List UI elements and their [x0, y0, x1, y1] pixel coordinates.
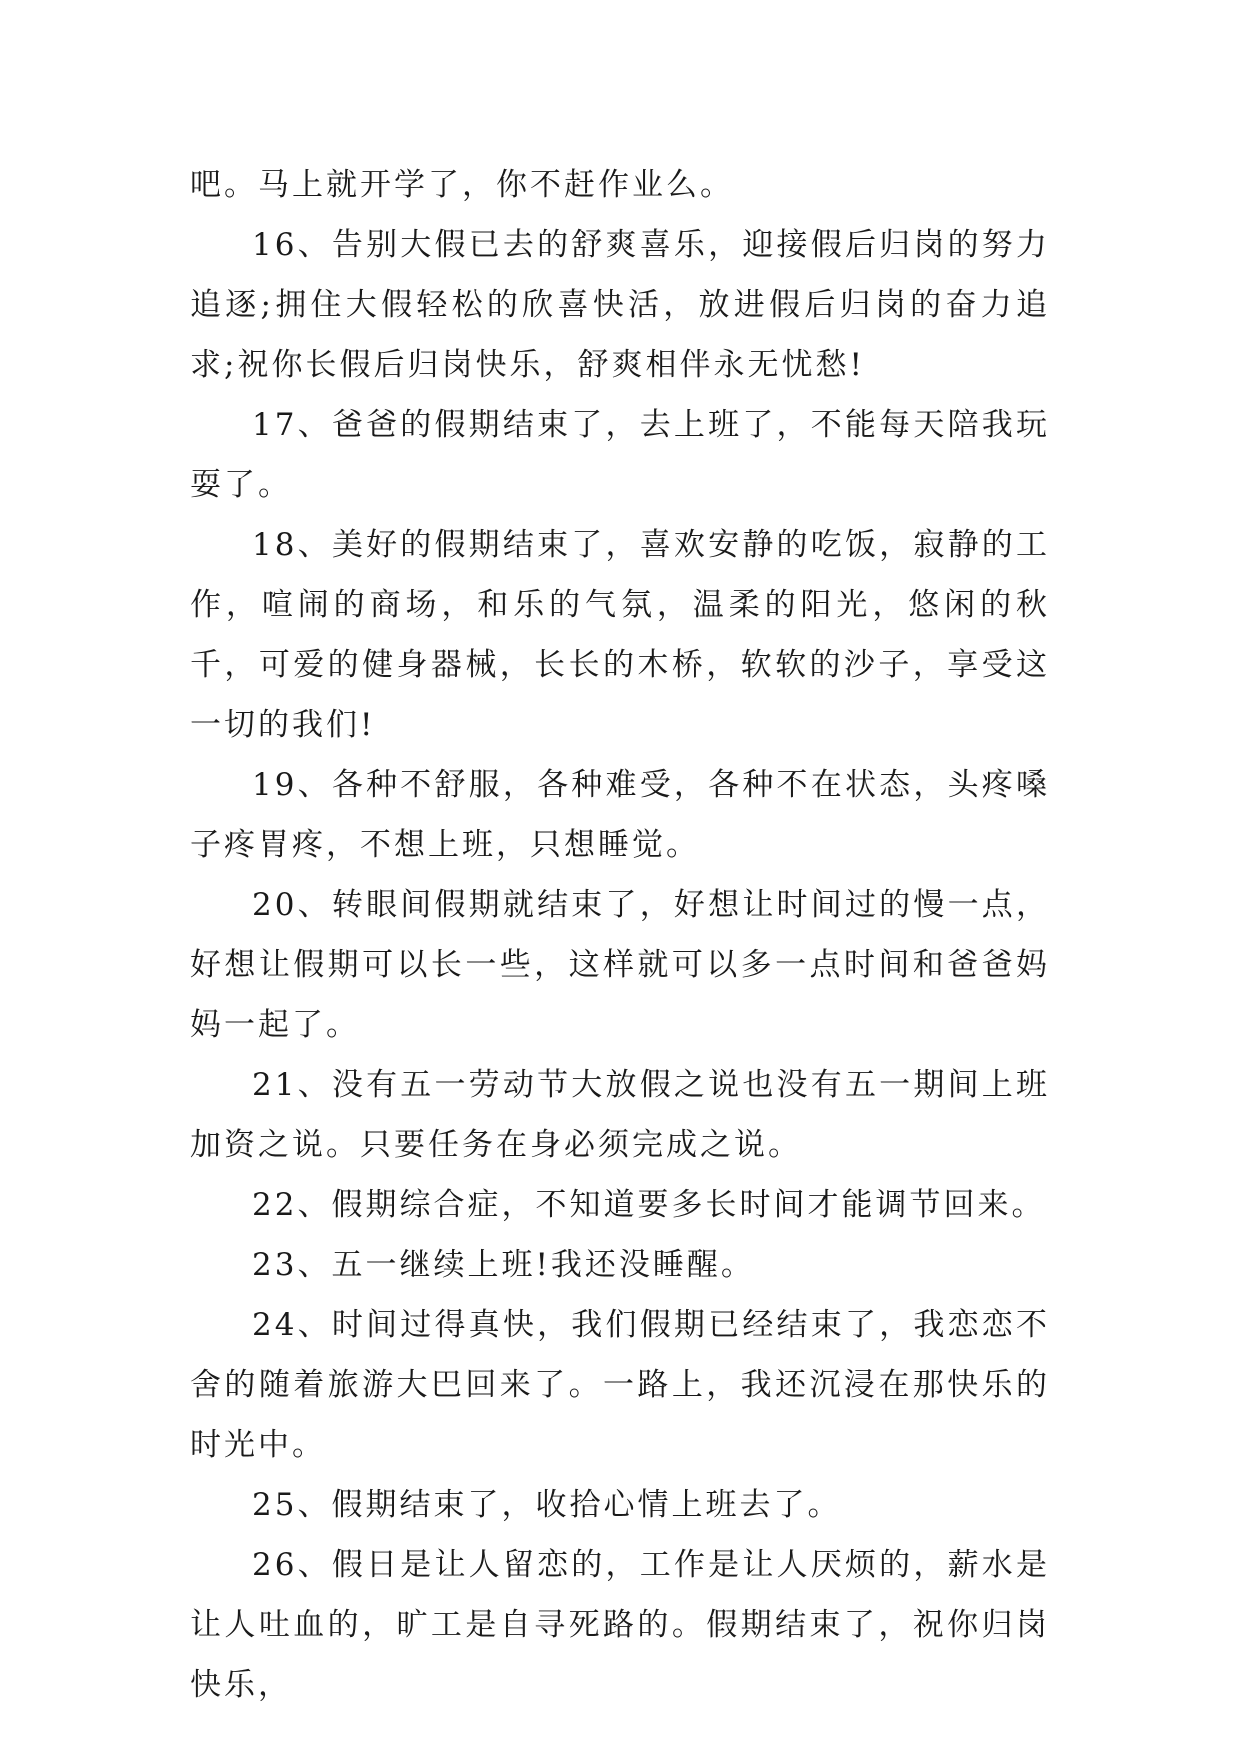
paragraph-21: 21、没有五一劳动节大放假之说也没有五一期间上班加资之说。只要任务在身必须完成之说。 — [190, 1067, 1050, 1163]
paragraph-17: 17、爸爸的假期结束了，去上班了，不能每天陪我玩耍了。 — [190, 407, 1050, 503]
paragraph-26: 26、假日是让人留恋的，工作是让人厌烦的，薪水是让人吐血的，旷工是自寻死路的。假期结束了，祝你归岗快乐， — [190, 1547, 1050, 1703]
paragraph-24: 24、时间过得真快，我们假期已经结束了，我恋恋不舍的随着旅游大巴回来了。一路上，我还沉浸在那快乐的时光中。 — [190, 1307, 1050, 1463]
body-text — [190, 155, 1050, 1715]
paragraph-22: 22、假期综合症，不知道要多长时间才能调节回来。 — [252, 1187, 1046, 1223]
paragraph-16: 16、告别大假已去的舒爽喜乐，迎接假后归岗的努力追逐;拥住大假轻松的欣喜快活，放进假后归岗的奋力追求;祝你长假后归岗快乐，舒爽相伴永无忧愁! — [190, 227, 1050, 383]
paragraph-25: 25、假期结束了，收拾心情上班去了。 — [252, 1487, 842, 1523]
paragraph-19: 19、各种不舒服，各种难受，各种不在状态，头疼嗓子疼胃疼，不想上班，只想睡觉。 — [190, 767, 1050, 863]
paragraph-18: 18、美好的假期结束了，喜欢安静的吃饭，寂静的工作，喧闹的商场，和乐的气氛，温柔的阳光，悠闲的秋千，可爱的健身器械，长长的木桥，软软的沙子，享受这一切的我们! — [190, 527, 1050, 743]
paragraph-continuation: 吧。马上就开学了，你不赶作业么。 — [190, 167, 734, 203]
paragraph-20: 20、转眼间假期就结束了，好想让时间过的慢一点，好想让假期可以长一些，这样就可以多一点时间和爸爸妈妈一起了。 — [190, 887, 1050, 1043]
paragraph-23: 23、五一继续上班!我还没睡醒。 — [252, 1247, 755, 1283]
